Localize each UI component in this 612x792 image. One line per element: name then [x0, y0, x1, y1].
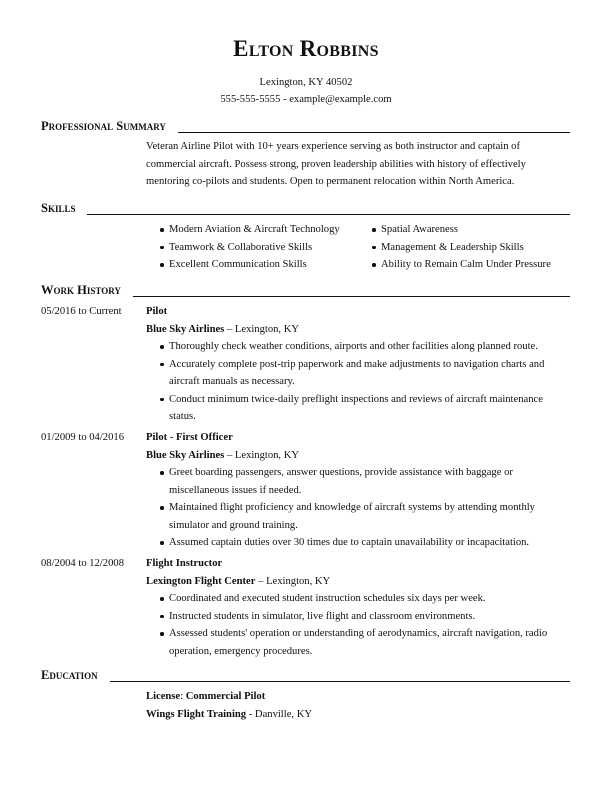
- license: Commercial Pilot: [185, 691, 266, 702]
- job-entry: [146, 429, 570, 552]
- education-entry: [146, 688, 570, 723]
- divider: [178, 132, 570, 133]
- job-entry: [146, 303, 570, 426]
- job-title: Flight Instructor: [146, 558, 223, 569]
- job-bullet: Coordinated and executed student instruction schedules six days per week.: [169, 590, 570, 608]
- company: Blue Sky Airlines: [146, 323, 225, 335]
- skills-list: [146, 221, 570, 274]
- skill-item: Spatial Awareness: [381, 221, 570, 239]
- section-work-history: [41, 283, 570, 297]
- section-heading: Skills: [41, 201, 76, 215]
- candidate-name: Elton Robbins: [233, 36, 379, 61]
- divider: [110, 681, 570, 682]
- section-education: [41, 668, 570, 682]
- divider: [133, 296, 570, 297]
- job-entry: [146, 555, 570, 660]
- job-bullet: Assessed students' operation or understanding of aerodynamics, aircraft navigation, radio operation, emergency procedures.: [169, 625, 570, 660]
- section-skills: [41, 201, 570, 215]
- job-title: Pilot: [146, 306, 168, 317]
- section-summary: [41, 119, 570, 133]
- company: Lexington Flight Center: [146, 575, 256, 587]
- school: Wings Flight Training: [146, 708, 247, 720]
- job-bullet: Conduct minimum twice-daily preflight inspections and reviews of aircraft maintenance status.: [169, 391, 570, 426]
- separator: :: [180, 691, 186, 702]
- skill-item: Teamwork & Collaborative Skills: [169, 239, 358, 257]
- job-bullet: Greet boarding passengers, answer questions, provide assistance with baggage or miscellaneous issues if needed.: [169, 464, 570, 499]
- job-bullet: Accurately complete post-trip paperwork and make adjustments to navigation charts and aircraft manuals as necessary.: [169, 356, 570, 391]
- skill-item: Management & Leadership Skills: [381, 239, 570, 257]
- job-title: Pilot - First Officer: [146, 432, 233, 443]
- address: Lexington, KY 40502: [259, 77, 353, 88]
- job-bullet: Thoroughly check weather conditions, airports and other facilities along planned route.: [169, 338, 570, 356]
- section-heading: Education: [41, 668, 98, 682]
- section-heading: Work History: [41, 283, 121, 297]
- job-dates: 08/2004 to 12/2008: [41, 558, 124, 569]
- job-bullet: Maintained flight proficiency and knowledge of aircraft systems by attending monthly simulator and ground training.: [169, 499, 570, 534]
- job-bullet: Assumed captain duties over 30 times due to captain unavailability or incapacitation.: [169, 534, 570, 552]
- school-location: - Danville, KY: [246, 708, 312, 720]
- contact-info: 555-555-5555 - example@example.com: [220, 94, 392, 105]
- section-heading: Professional Summary: [41, 119, 166, 133]
- divider: [87, 214, 570, 215]
- company: Blue Sky Airlines: [146, 449, 225, 461]
- skill-item: Ability to Remain Calm Under Pressure: [381, 256, 570, 274]
- skill-item: Excellent Communication Skills: [169, 256, 358, 274]
- job-dates: 05/2016 to Current: [41, 306, 122, 317]
- summary-text: Veteran Airline Pilot with 10+ years experience serving as both instructor and captain of commercial aircraft. Possess strong, proven leadership abilities with history of effectively mentoring co-pilots and students. Open to permanent relocation within North America.: [146, 141, 526, 187]
- skill-item: Modern Aviation & Aircraft Technology: [169, 221, 358, 239]
- job-location: – Lexington, KY: [224, 323, 300, 335]
- job-bullet: Instructed students in simulator, live flight and classroom environments.: [169, 608, 570, 626]
- license-label: License: [146, 691, 181, 702]
- job-dates: 01/2009 to 04/2016: [41, 432, 124, 443]
- job-location: – Lexington, KY: [224, 449, 300, 461]
- job-location: – Lexington, KY: [255, 575, 331, 587]
